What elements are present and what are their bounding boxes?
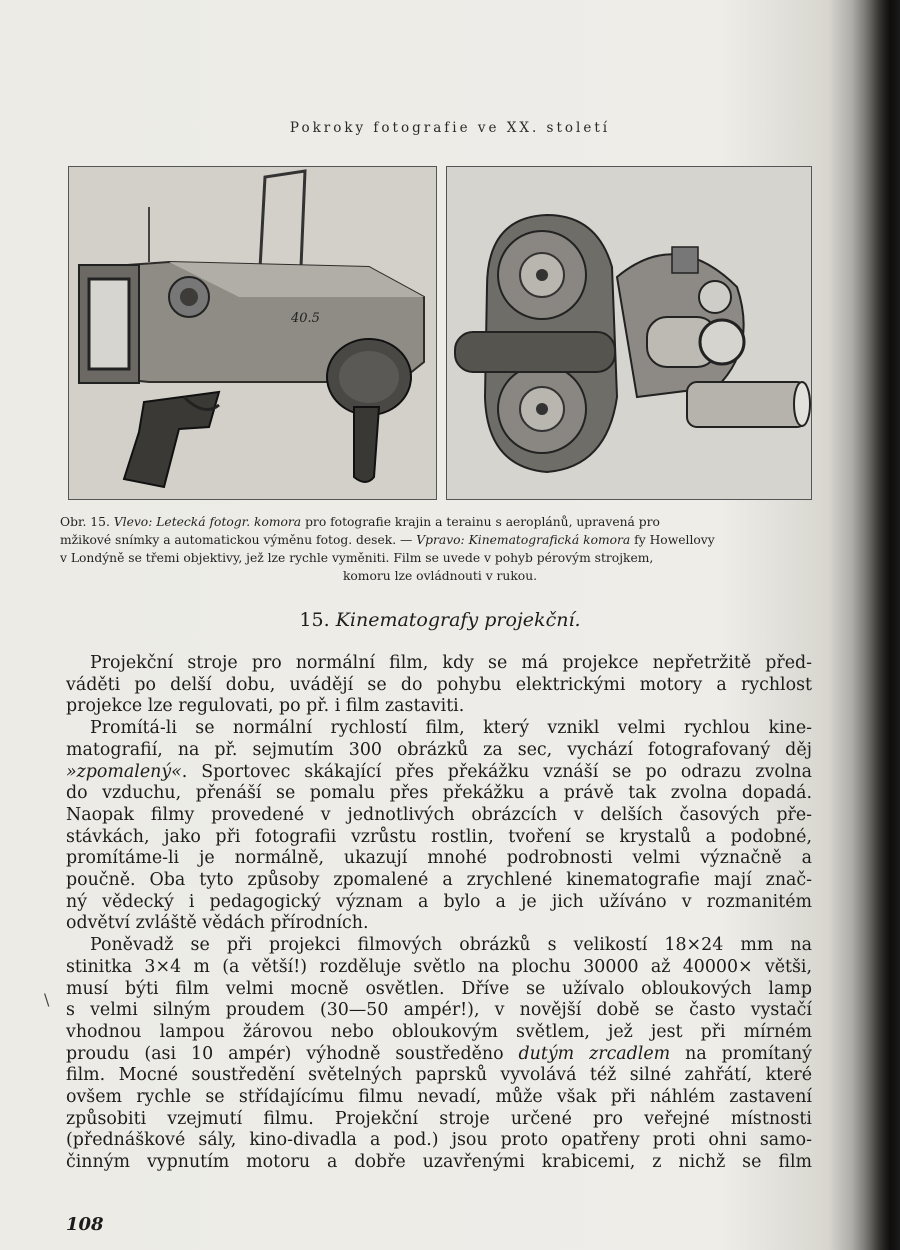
text-line [66,1044,812,1066]
margin-mark: \ [44,990,50,1009]
text-line: způsobiti vzejmutí filmu. Projekční stroje určené pro veřejné místnosti [66,1108,812,1129]
text-line: (přednáškové sály, kino-divadla a pod.) jsou proto opatřeny proti ohni samo- [66,1130,812,1151]
section-number: 15. [299,609,330,631]
emphasis-zpomaleny: »zpomalený« [66,761,182,782]
text-fragment: na promítaný [670,1043,812,1064]
text-line: ný vědecký i pedagogický význam a bylo a je jich užíváno v rozmanitém [66,891,812,912]
figure-cine-camera [446,166,812,500]
camera-marking: 40.5 [291,311,320,326]
text-line: Promítá-li se normální rychlostí film, který vznikl velmi rychlou kine- [90,718,812,739]
text-line: do vzduchu, přenáší se pomalu přes překážku a právě tak zvolna dopadá. [66,783,812,804]
text-line: Naopak filmy provedené v jednotlivých obrázcích v delších časových pře- [66,804,812,825]
body-text [66,653,812,1174]
figure-aerial-camera [68,166,437,500]
text-fragment: . Sportovec skákající přes překážku vznáší se po odrazu zvolna [181,761,812,782]
text-line: odvětví zvláště vědách přírodních. [66,913,369,934]
text-line: činným vypnutím motoru a dobře uzavřenými krabicemi, z nichž se film [66,1152,812,1173]
text-line: musí býti film velmi mocně osvětlen. Dříve se užívalo obloukových lamp [66,978,812,999]
aerial-camera-illustration [69,167,436,499]
text-line: ovšem rychle se střídajícímu filmu nevadí, může však při náhlém zastavení [66,1087,812,1108]
cine-camera-illustration [447,167,811,499]
emphasis-dutym-zrcadlem: dutým zrcadlem [518,1043,671,1064]
text-line: vhodnou lampou žárovou nebo obloukovým světlem, jež jest při mírném [66,1021,812,1042]
text-line: matografií, na př. sejmutím 300 obrázků za sec, vychází fotografovaný děj [66,739,812,760]
caption-line-4: komoru lze ovládnouti v rukou. [342,569,538,583]
text-line: stinitka 3×4 m (a větší!) rozděluje světlo na plochu 30000 až 40000× větši, [66,956,812,977]
page-number: 108 [66,1214,104,1235]
figure-caption [60,513,820,585]
text-line: stávkách, jako při fotografii vzrůstu rostlin, tvoření se krystalů a podobné, [66,826,812,847]
caption-left-text-2: mžikové snímky a automatickou výměnu fotog. desek. — [60,533,417,547]
caption-line-3: v Londýně se třemi objektivy, jež lze rychle vyměniti. Film se uvede v pohyb pérovým strojkem, [60,551,654,565]
caption-right-title: Vpravo: Kinematografická komora [416,533,631,547]
text-line: promítáme-li je normálně, ukazují mnohé podrobnosti velmi význačně a [66,848,812,869]
section-title: Kinematografy projekční. [335,609,581,631]
running-head: Pokroky fotografie ve XX. století [289,120,611,136]
text-line: poučně. Oba tyto způsoby zpomalené a zrychlené kinematografie mají znač- [66,870,812,891]
text-line [66,762,812,784]
text-fragment: proudu (asi 10 ampér) výhodně soustředěno [66,1043,519,1064]
caption-figure-number: Obr. 15. [60,515,114,529]
text-line: Poněvadž se při projekci filmových obrázků s velikostí 18×24 mm na [90,935,812,956]
caption-right-text: fy Howellovy [630,533,715,547]
caption-left-title: Vlevo: Letecká fotogr. komora [113,515,302,529]
text-line: Projekční stroje pro normální film, kdy se má projekce nepřetržitě před- [90,653,812,673]
text-line: film. Mocné soustředění světelných paprsků vyvolává též silné zahřátí, které [66,1065,812,1086]
text-line: s velmi silným proudem (30—50 ampér!), v novější době se často vystačí [66,1000,812,1021]
text-line: projekce lze regulovati, po př. i film zastaviti. [66,696,465,717]
text-line: váděti po delší dobu, uvádějí se do pohybu elektrickými motory a rychlost [66,674,812,695]
section-heading [0,609,880,631]
caption-left-text: pro fotografie krajin a terainu s aeroplánů, upravená pro [301,515,660,529]
